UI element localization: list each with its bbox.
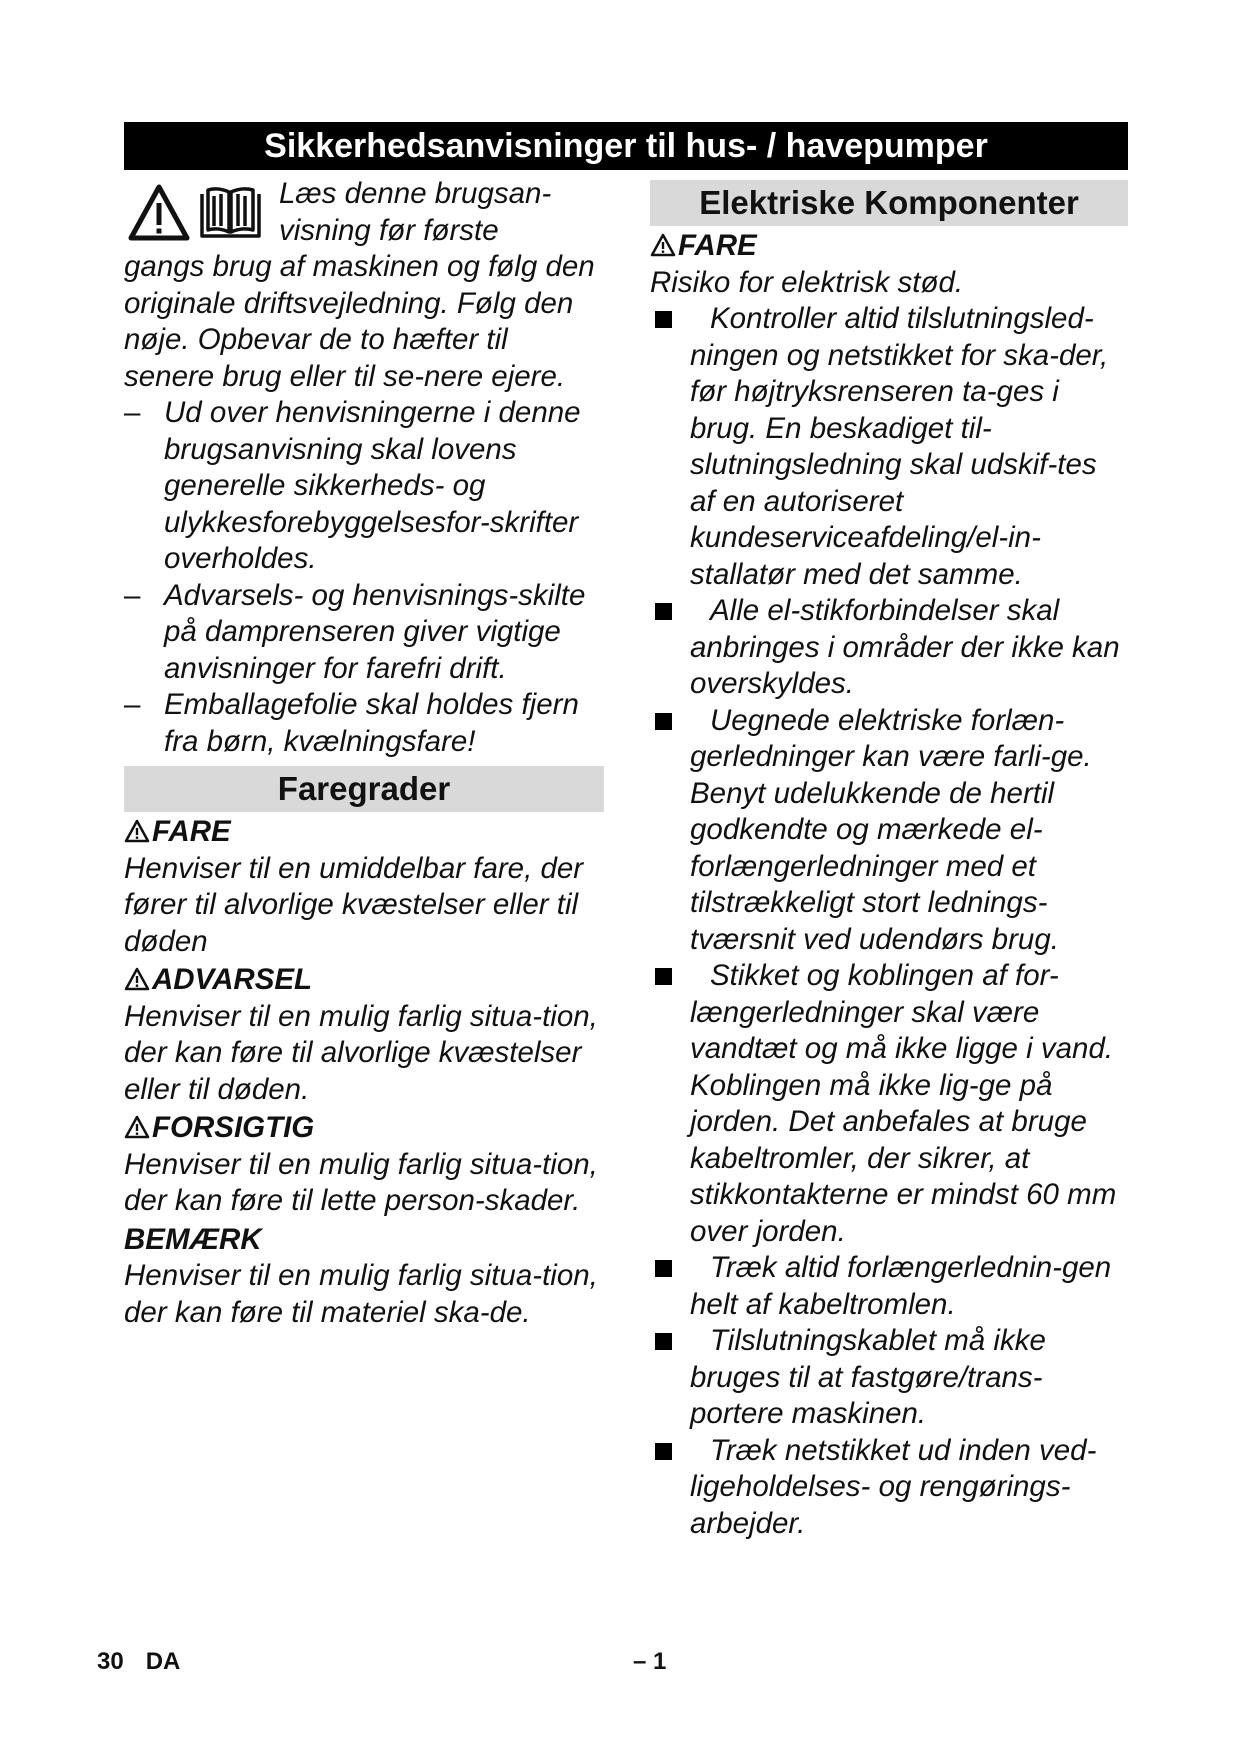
intro-block [124, 176, 604, 395]
intro-line-2: visning før første [279, 213, 499, 247]
level-name: FARE [678, 229, 757, 262]
dash-item-text: Advarsels- og henvisnings-skilte på damprenseren giver vigtige anvisninger for farefri drift. [164, 578, 586, 685]
language-code: DA [145, 1648, 181, 1675]
note-level-label [124, 1222, 604, 1259]
section-heading-elektriske-komponenter: Elektriske Komponenter [650, 180, 1128, 226]
bullet-item [650, 593, 1128, 703]
intro-icons [128, 184, 262, 242]
bullet-text: Alle el-stikforbindelser skal anbringes i områder der ikke kan overskyldes. [690, 594, 1120, 700]
bullet-item [650, 958, 1128, 1250]
right-column [650, 176, 1128, 1542]
bullet-text: Tilslutningskablet må ikke bruges til at fastgøre/trans-portere maskinen. [690, 1324, 1046, 1430]
square-bullet-icon [655, 968, 672, 985]
level-name: FARE [152, 815, 231, 848]
dash-item [124, 395, 604, 578]
dash-item-text: Emballagefolie skal holdes fjern fra børn, kvælningsfare! [164, 688, 579, 758]
danger-level-label [650, 228, 1128, 265]
square-bullet-icon [655, 1443, 672, 1460]
bullet-text: Uegnede elektriske forlæn-gerledninger kan være farli-ge. Benyt udelukkende de hertil godkendte og mærkede el-forlængerledninger med et tilstrækkeligt stort lednings-tværsnit ved udendørs brug. [690, 703, 1092, 956]
dash-symbol: – [124, 688, 141, 721]
danger-level-label [124, 814, 604, 851]
bullet-item [650, 301, 1128, 593]
manual-book-icon [202, 189, 259, 236]
bullet-item [650, 703, 1128, 959]
level-name: FORSIGTIG [152, 1111, 315, 1144]
warning-level-label [124, 962, 604, 999]
level-name: BEMÆRK [124, 1222, 262, 1256]
page-footer [97, 1648, 202, 1676]
square-bullet-icon [655, 1333, 672, 1350]
dash-item-text: Ud over henvisningerne i denne brugsanvisning skal lovens generelle sikkerheds- og ulykkesforebyggelsesfor-skrifter overholdes. [164, 396, 581, 575]
risk-text: Risiko for elektrisk stød. [650, 265, 964, 299]
level-name: ADVARSEL [152, 963, 313, 996]
section-heading-faregrader: Faregrader [124, 766, 604, 812]
level-description: Henviser til en mulig farlig situa-tion, der kan føre til materiel ska-de. [124, 1259, 598, 1329]
square-bullet-icon [655, 1260, 672, 1277]
dash-symbol: – [124, 396, 141, 429]
page-title: Sikkerhedsanvisninger til hus- / havepumper [264, 127, 988, 165]
bullet-text: Træk altid forlængerlednin-gen helt af kabeltromlen. [690, 1251, 1112, 1321]
warning-triangle-icon [131, 187, 187, 238]
warning-triangle-icon [650, 233, 676, 257]
intro-line-1: Læs denne brugsan- [279, 177, 552, 210]
level-description: Henviser til en umiddelbar fare, der fører til alvorlige kvæstelser eller til døden [124, 851, 584, 958]
dash-item [124, 578, 604, 688]
bullet-text: Stikket og koblingen af for-længerledninger skal være vandtæt og må ikke ligge i vand. Koblingen må ikke lig-ge på jorden. Det anbefales at bruge kabeltromler, der sikrer, at stikkontakterne er mindst 60 mm over jorden. [690, 959, 1117, 1248]
warning-triangle-icon [124, 1115, 150, 1139]
level-description: Henviser til en mulig farlig situa-tion, der kan føre til alvorlige kvæstelser eller til døden. [124, 999, 598, 1106]
level-description: Henviser til en mulig farlig situa-tion, der kan føre til lette person-skader. [124, 1147, 598, 1217]
dash-symbol: – [124, 578, 141, 612]
footer-center-label: – 1 [633, 1648, 667, 1675]
square-bullet-icon [655, 603, 672, 620]
bullet-item [650, 1250, 1128, 1323]
bullet-text: Kontroller altid tilslutningsled-ningen og netstikket for ska-der, før højtryksrenseren ta-ges i brug. En beskadiget til-slutningsledning skal udskif-tes af en autoriseret kundeserviceafdeling/el-in-stallatør med det samme. [690, 302, 1109, 591]
page-header [124, 122, 1128, 170]
intro-paragraph: gangs brug af maskinen og følg den originale driftsvejledning. Følg den nøje. Opbevar de to hæfter til senere brug eller til se-nere ejere. [124, 250, 595, 393]
bullet-item [650, 1433, 1128, 1543]
warning-triangle-icon [124, 819, 150, 843]
bullet-text: Træk netstikket ud inden ved-ligeholdelses- og rengørings-arbejder. [690, 1433, 1097, 1540]
dash-item [124, 687, 604, 760]
warning-triangle-icon [124, 967, 150, 991]
bullet-item [650, 1323, 1128, 1433]
left-column [124, 176, 604, 1331]
square-bullet-icon [655, 311, 672, 328]
page-number: 30 [97, 1648, 124, 1675]
square-bullet-icon [655, 713, 672, 730]
caution-level-label [124, 1110, 604, 1147]
